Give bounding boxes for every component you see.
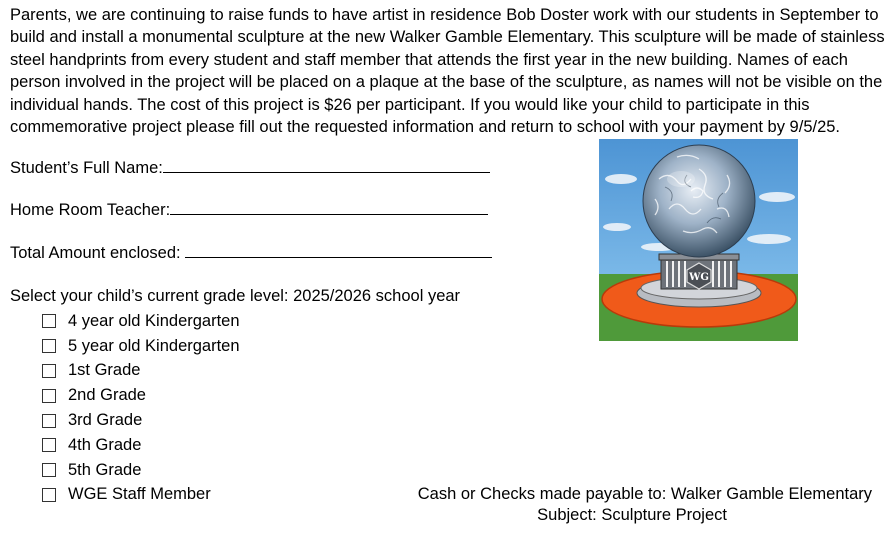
checkbox[interactable]: [42, 389, 56, 403]
checkbox[interactable]: [42, 364, 56, 378]
grade-option[interactable]: [42, 433, 240, 458]
grade-option-label: 4 year old Kindergarten: [68, 311, 240, 330]
grade-option[interactable]: [42, 309, 240, 334]
grade-options-list: [42, 309, 240, 507]
amount-field: [10, 243, 492, 263]
amount-label: Total Amount enclosed:: [10, 244, 181, 262]
grade-option[interactable]: [42, 334, 240, 359]
teacher-label: Home Room Teacher:: [10, 201, 171, 219]
student-name-blank[interactable]: [163, 158, 490, 173]
grade-option-label: 5 year old Kindergarten: [68, 336, 240, 355]
checkbox[interactable]: [42, 488, 56, 502]
grade-prompt: Select your child’s current grade level: 2025/2026 school year: [10, 287, 461, 305]
sculpture-illustration: [599, 139, 798, 341]
student-name-field: [10, 158, 490, 178]
checkbox[interactable]: [42, 314, 56, 328]
grade-option[interactable]: [42, 359, 240, 384]
teacher-blank[interactable]: [170, 200, 488, 215]
checkbox[interactable]: [42, 463, 56, 477]
checkbox[interactable]: [42, 339, 56, 353]
grade-option-label: 3rd Grade: [68, 411, 143, 430]
teacher-field: [10, 200, 488, 220]
subject-text: Subject: Sculpture Project: [537, 506, 727, 524]
grade-option-label: 1st Grade: [68, 361, 141, 380]
amount-blank[interactable]: [185, 243, 492, 258]
grade-option-label: 5th Grade: [68, 460, 142, 479]
emblem-text: WG: [689, 272, 709, 283]
checkbox[interactable]: [42, 438, 56, 452]
checkbox[interactable]: [42, 414, 56, 428]
grade-option[interactable]: [42, 383, 240, 408]
payable-to-text: Cash or Checks made payable to: Walker Gamble Elementary: [417, 485, 872, 503]
grade-option[interactable]: [42, 408, 240, 433]
grade-option-label: 2nd Grade: [68, 386, 146, 405]
grade-option[interactable]: [42, 458, 240, 483]
student-name-label: Student’s Full Name:: [10, 159, 163, 177]
payment-info: [400, 484, 872, 526]
globe: [643, 145, 755, 257]
grade-option-label: WGE Staff Member: [68, 485, 211, 504]
grade-option[interactable]: [42, 483, 240, 508]
grade-option-label: 4th Grade: [68, 435, 142, 454]
intro-paragraph: Parents, we are continuing to raise funds to have artist in residence Bob Doster work with our students in September to build and install a monumental sculpture at the new Walker Gamble Elementary. This sculpture will be made of stainless steel handprints from every student and staff member that attends the first year in the new building. Names of each person involved in the project will be placed on a plaque at the base of the sculpture, as names will not be visible on the individual hands. The cost of this project is $26 per participant. If you would like your child to participate in this commemorative project please fill out the requested information and return to school with your payment by 9/5/25.: [10, 6, 885, 137]
